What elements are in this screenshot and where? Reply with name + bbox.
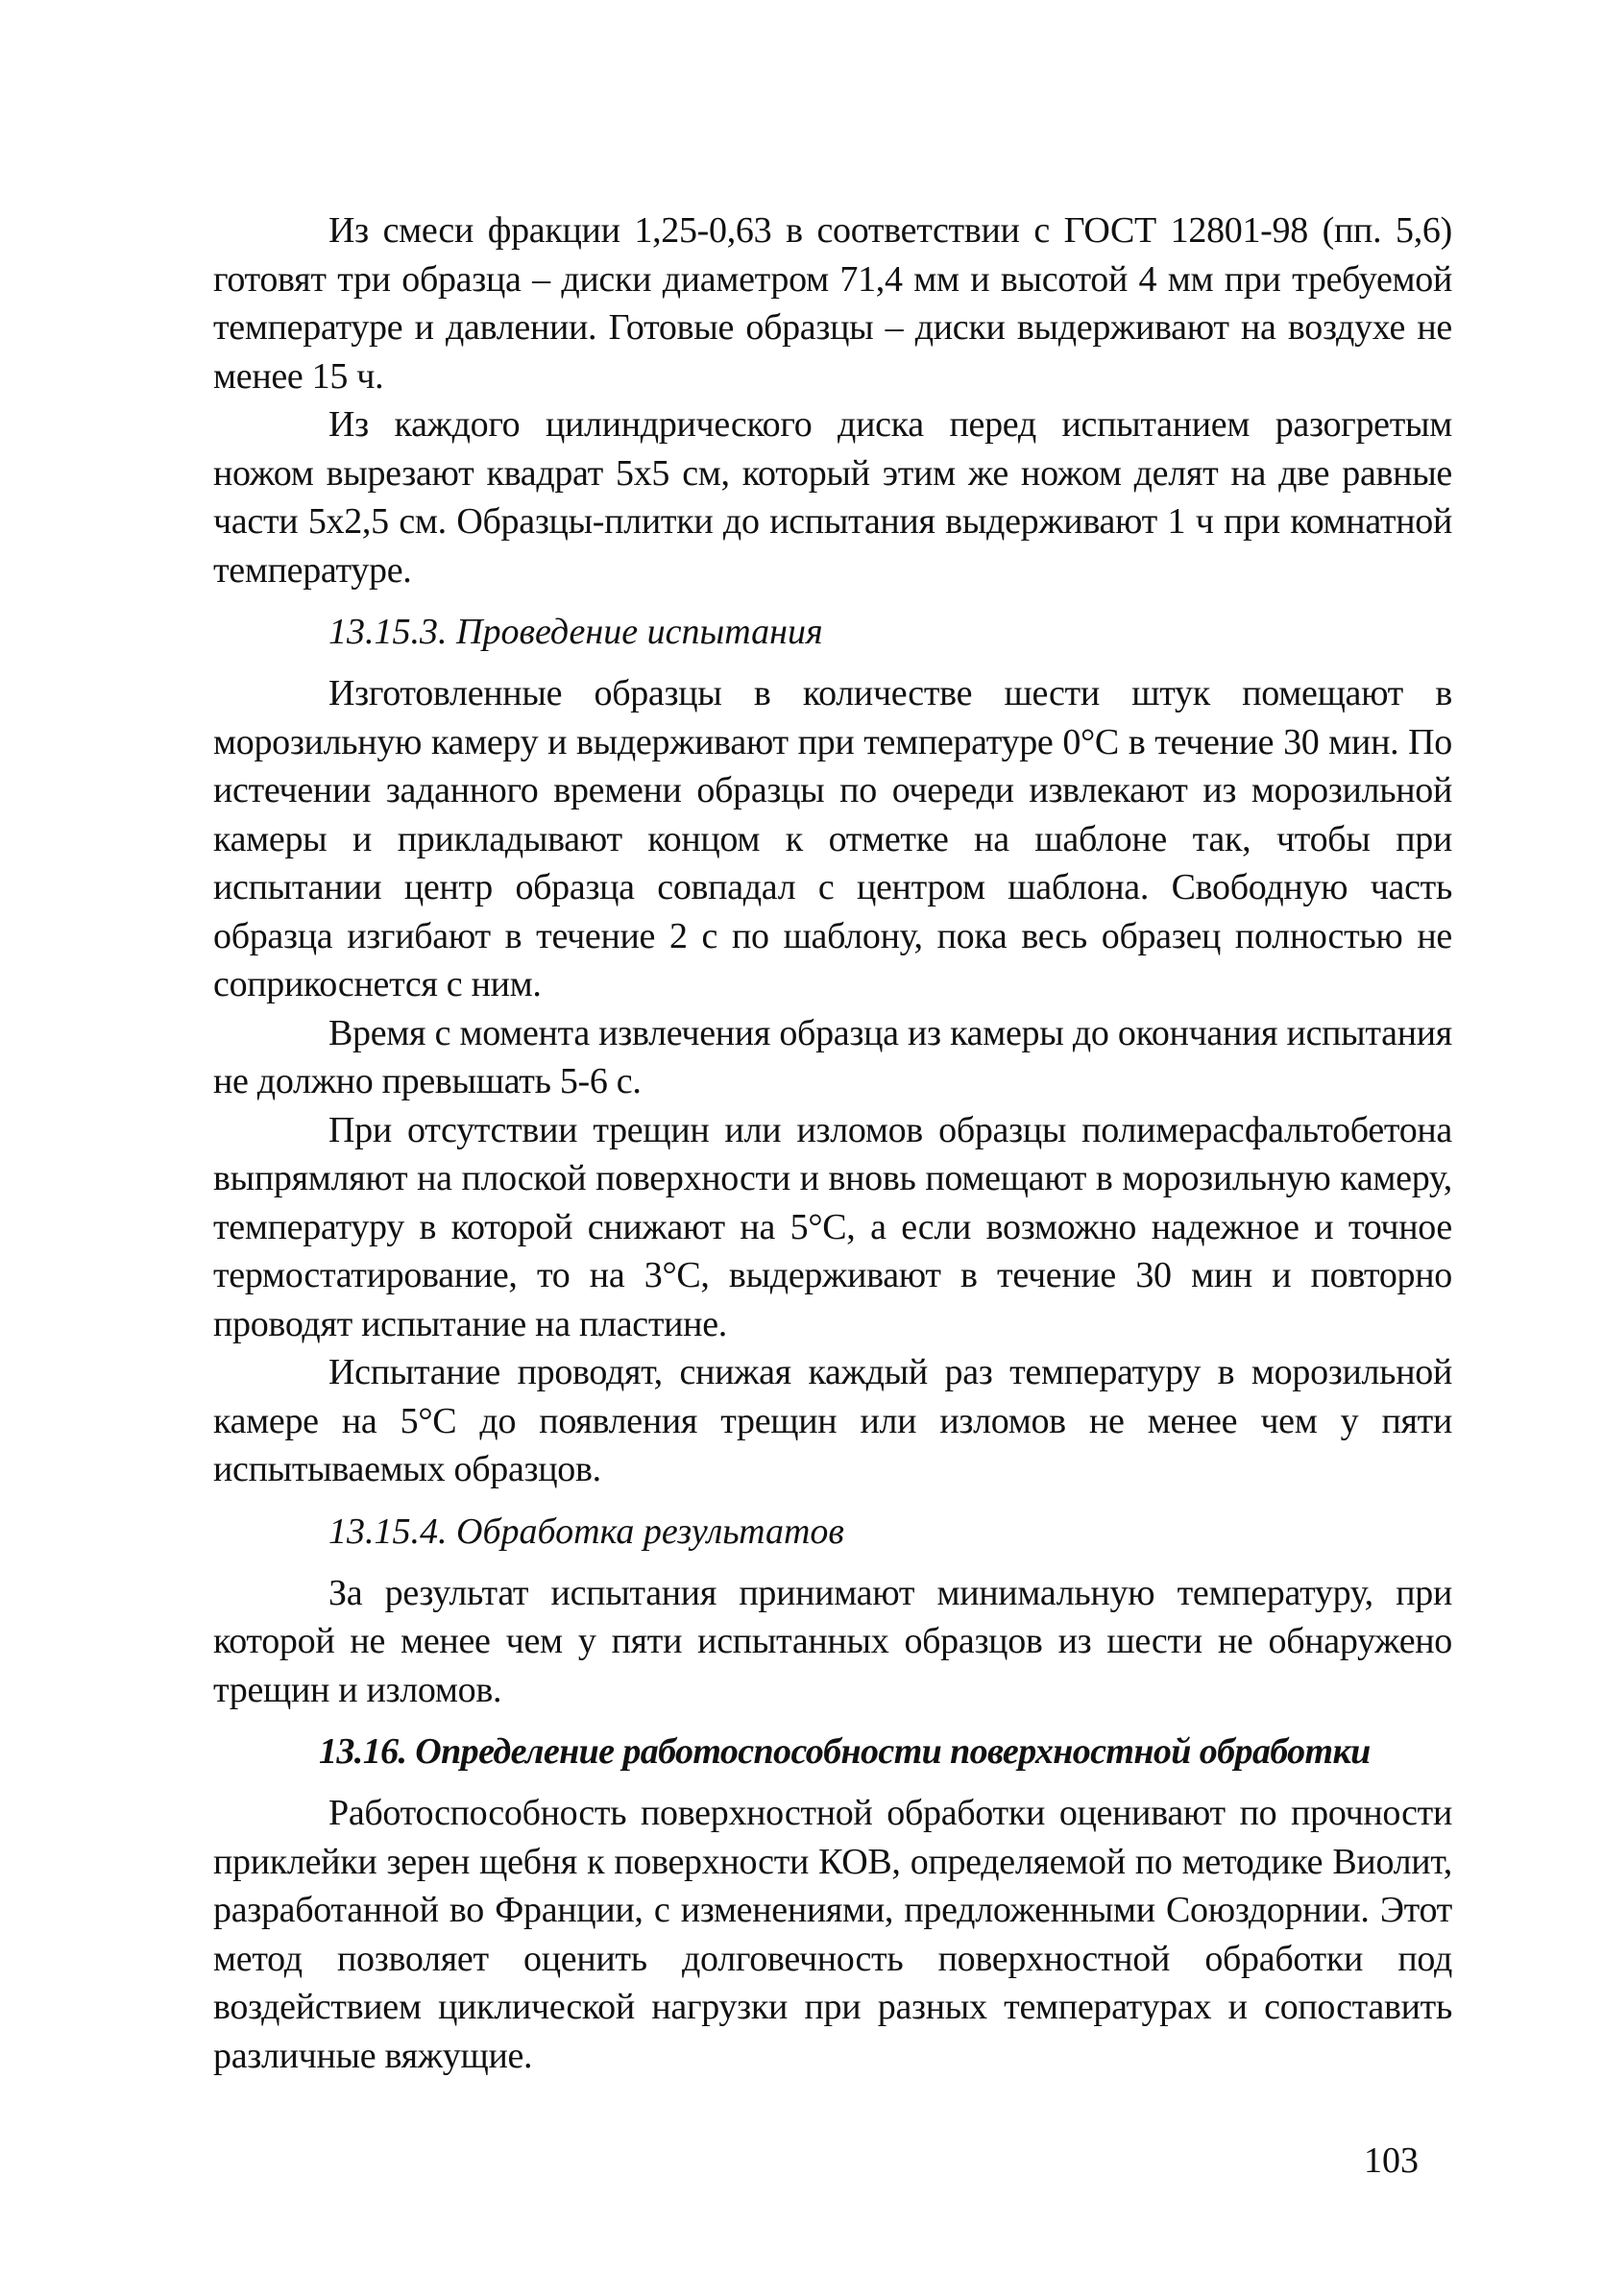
paragraph: Из смеси фракции 1,25-0,63 в соответствии с ГОСТ 12801-98 (пп. 5,6) готовят три образца – диски диаметром 71,4 мм и высотой 4 мм при требуемой температуре и давлении. Готовые образцы – диски выдерживают на воздухе не менее 15 ч. — [213, 210, 1452, 397]
page-number: 103 — [1364, 2140, 1419, 2181]
paragraph: При отсутствии трещин или изломов образцы полимерасфальтобетона выпрямляют на плоской поверхности и вновь помещают в морозильную камеру, температуру в которой снижают на 5°С, а если возможно надежное и точное термостатирование, то на 3°С, выдерживают в течение 30 мин и повторно проводят испытание на пластине. — [213, 1109, 1452, 1344]
paragraph: Испытание проводят, снижая каждый раз температуру в морозильной камере на 5°С до появления трещин или изломов не менее чем у пяти испытываемых образцов. — [213, 1352, 1452, 1489]
paragraph: Время с момента извлечения образца из камеры до окончания испытания не должно превышать 5-6 с. — [213, 1012, 1452, 1101]
section-heading: 13.15.3. Проведение испытания — [328, 612, 823, 652]
paragraph: За результат испытания принимают минимальную температуру, при которой не менее чем у пяти испытанных образцов из шести не обнаружено трещин и изломов. — [213, 1572, 1452, 1710]
page-body — [213, 206, 1452, 2080]
paragraph: Изготовленные образцы в количестве шести штук помещают в морозильную камеру и выдерживают при температуре 0°С в течение 30 мин. По истечении заданного времени образцы по очереди извлекают из морозильной камеры и прикладывают концом к отметке на шаблоне так, чтобы при испытании центр образца совпадал с центром шаблона. Свободную часть образца изгибают в течение 2 с по шаблону, пока весь образец полностью не соприкоснется с ним. — [213, 673, 1452, 1004]
paragraph: Работоспособность поверхностной обработки оценивают по прочности приклейки зерен щебня к поверхности КОВ, определяемой по методике Виолит, разработанной во Франции, с изменениями, предложенными Союздорнии. Этот метод позволяет оценить долговечность поверхностной обработки под воздействием циклической нагрузки при разных температурах и сопоставить различные вяжущие. — [213, 1793, 1452, 2076]
section-heading: 13.15.4. Обработка результатов — [328, 1511, 844, 1552]
section-heading-bold: 13.16. Определение работоспособности поверхностной обработки — [319, 1731, 1371, 1772]
paragraph: Из каждого цилиндрического диска перед испытанием разогретым ножом вырезают квадрат 5х5 см, который этим же ножом делят на две равные части 5х2,5 см. Образцы-плитки до испытания выдерживают 1 ч при комнатной температуре. — [213, 404, 1452, 591]
